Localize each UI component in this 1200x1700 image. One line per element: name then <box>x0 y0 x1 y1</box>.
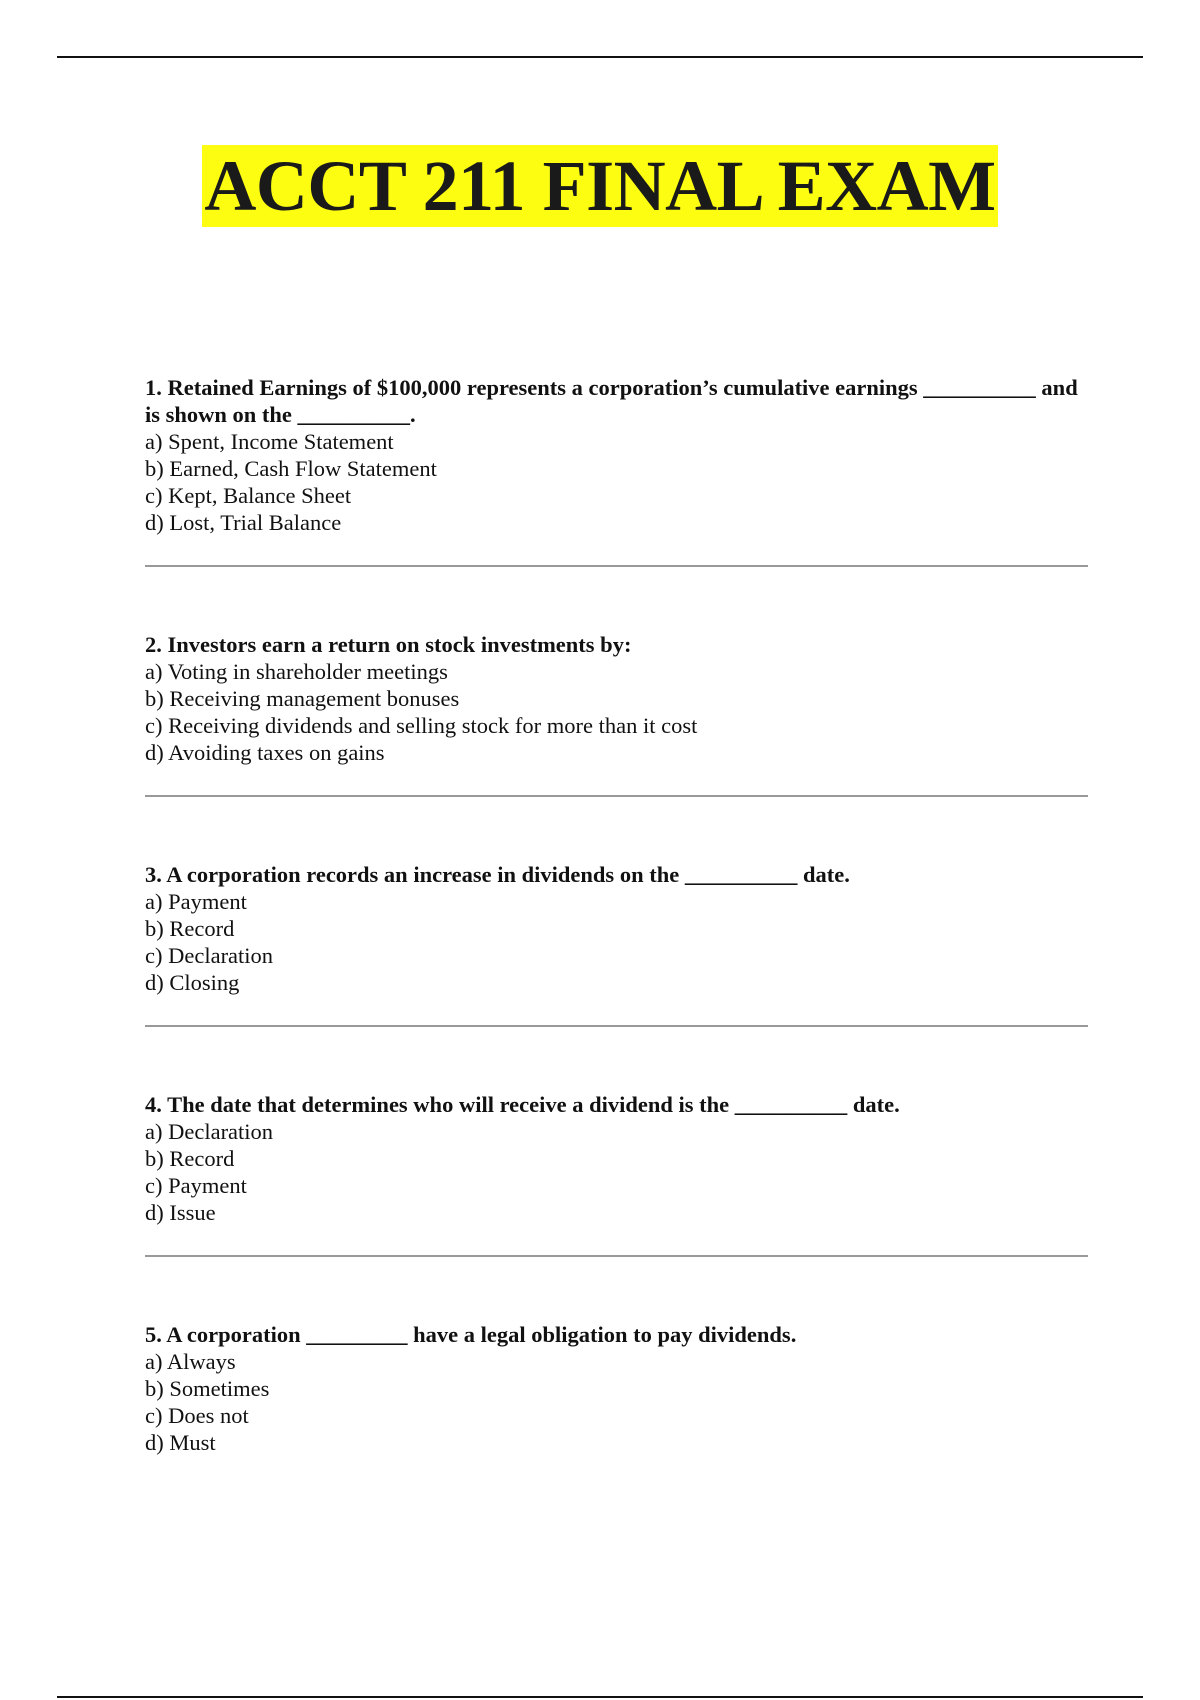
option-c: c) Receiving dividends and selling stock for more than it cost <box>145 713 698 738</box>
question-4 <box>145 1091 1088 1226</box>
option-b: b) Record <box>145 916 235 941</box>
option-a: a) Always <box>145 1349 236 1374</box>
question-text: 5. A corporation _________ have a legal obligation to pay dividends. <box>145 1322 797 1347</box>
option-d: d) Avoiding taxes on gains <box>145 740 385 765</box>
page-title: ACCT 211 FINAL EXAM <box>204 146 996 226</box>
question-text: 4. The date that determines who will receive a dividend is the __________ date. <box>145 1092 900 1117</box>
question-divider <box>145 565 1088 567</box>
answer-options <box>145 888 1088 996</box>
question-text: 2. Investors earn a return on stock investments by: <box>145 632 632 657</box>
option-a: a) Declaration <box>145 1119 274 1144</box>
option-a: a) Payment <box>145 889 247 914</box>
option-d: d) Closing <box>145 970 240 995</box>
answer-options <box>145 428 1088 536</box>
answer-options <box>145 1118 1088 1226</box>
question-1 <box>145 374 1088 536</box>
option-d: d) Issue <box>145 1200 216 1225</box>
question-text: 3. A corporation records an increase in dividends on the __________ date. <box>145 862 850 887</box>
option-d: d) Lost, Trial Balance <box>145 510 342 535</box>
title-container <box>0 145 1200 227</box>
option-c: c) Does not <box>145 1403 249 1428</box>
option-b: b) Record <box>145 1146 235 1171</box>
option-a: a) Spent, Income Statement <box>145 429 394 454</box>
option-a: a) Voting in shareholder meetings <box>145 659 448 684</box>
option-b: b) Receiving management bonuses <box>145 686 460 711</box>
option-c: c) Declaration <box>145 943 274 968</box>
top-rule <box>57 56 1143 58</box>
question-list <box>145 374 1088 1456</box>
question-divider <box>145 1025 1088 1027</box>
question-text: 1. Retained Earnings of $100,000 represents a corporation’s cumulative earnings __________ and is shown on the __________. <box>145 375 1078 427</box>
option-b: b) Sometimes <box>145 1376 270 1401</box>
question-divider <box>145 795 1088 797</box>
question-5 <box>145 1321 1088 1456</box>
answer-options <box>145 658 1088 766</box>
question-2 <box>145 631 1088 766</box>
option-c: c) Kept, Balance Sheet <box>145 483 352 508</box>
option-b: b) Earned, Cash Flow Statement <box>145 456 437 481</box>
option-c: c) Payment <box>145 1173 247 1198</box>
question-divider <box>145 1255 1088 1257</box>
answer-options <box>145 1348 1088 1456</box>
question-3 <box>145 861 1088 996</box>
bottom-rule <box>57 1696 1143 1698</box>
option-d: d) Must <box>145 1430 216 1455</box>
